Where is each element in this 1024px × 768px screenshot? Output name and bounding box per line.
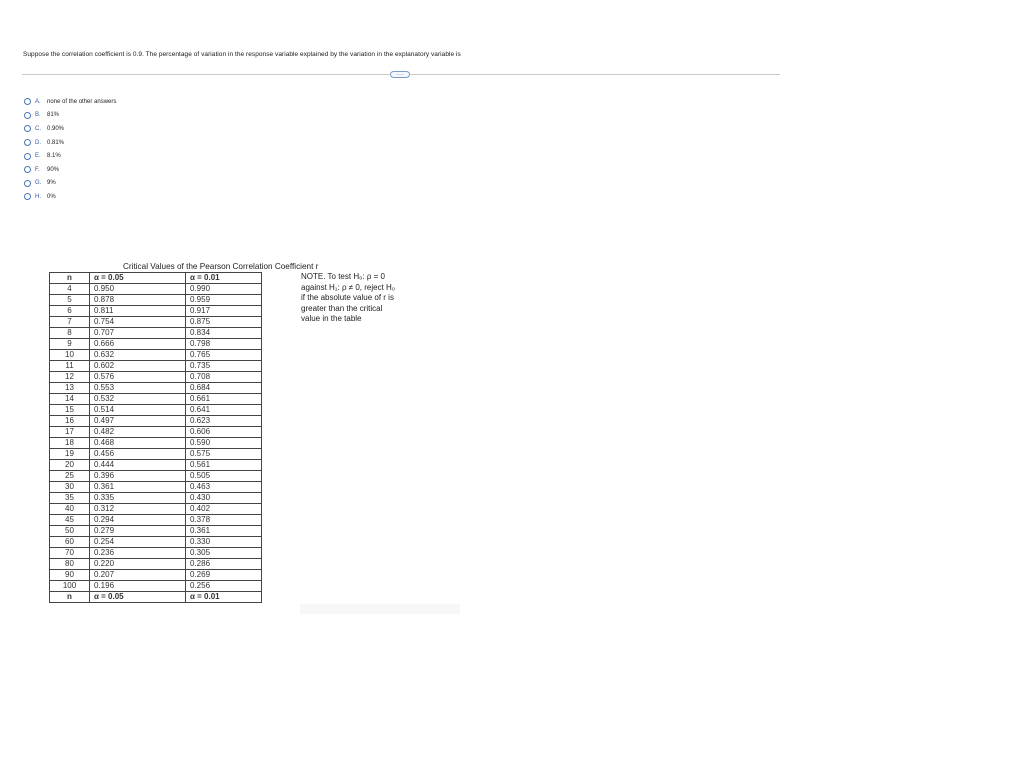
cell-alpha-001: 0.661 xyxy=(186,394,262,405)
cell-alpha-005: 0.335 xyxy=(90,493,186,504)
cell-n: 15 xyxy=(50,405,90,416)
option-letter: E. xyxy=(35,153,41,160)
cell-alpha-005: 0.707 xyxy=(90,328,186,339)
option-letter: F. xyxy=(35,166,40,173)
cell-alpha-005: 0.553 xyxy=(90,383,186,394)
cell-alpha-005: 0.456 xyxy=(90,449,186,460)
critical-values-table xyxy=(49,272,262,603)
cell-alpha-001: 0.641 xyxy=(186,405,262,416)
table-footer-row xyxy=(50,592,262,603)
table-row xyxy=(50,306,262,317)
note-line: against H₁: ρ ≠ 0, reject H₀ xyxy=(301,282,396,292)
cell-alpha-001: 0.798 xyxy=(186,339,262,350)
cell-alpha-005: 0.468 xyxy=(90,438,186,449)
table-row xyxy=(50,515,262,526)
option-label: 0% xyxy=(47,193,56,200)
radio-button[interactable] xyxy=(24,98,31,105)
table-row xyxy=(50,383,262,394)
radio-button[interactable] xyxy=(24,153,31,160)
option-label: none of the other answers xyxy=(47,98,117,105)
header-alpha-001: α = 0.01 xyxy=(186,273,262,284)
table-row xyxy=(50,328,262,339)
cell-n: 10 xyxy=(50,350,90,361)
cell-n: 30 xyxy=(50,482,90,493)
cell-alpha-001: 0.590 xyxy=(186,438,262,449)
cell-n: 9 xyxy=(50,339,90,350)
question-text: Suppose the correlation coefficient is 0.9. The percentage of variation in the response variable explained by the variation in the explanatory variable is xyxy=(23,51,461,58)
table-row xyxy=(50,548,262,559)
cell-alpha-005: 0.950 xyxy=(90,284,186,295)
cell-alpha-005: 0.632 xyxy=(90,350,186,361)
cell-alpha-005: 0.811 xyxy=(90,306,186,317)
cell-n: 5 xyxy=(50,295,90,306)
table-row xyxy=(50,559,262,570)
cell-alpha-005: 0.361 xyxy=(90,482,186,493)
cell-alpha-005: 0.236 xyxy=(90,548,186,559)
table-row xyxy=(50,504,262,515)
table-row xyxy=(50,482,262,493)
cell-alpha-005: 0.666 xyxy=(90,339,186,350)
table-row xyxy=(50,284,262,295)
cell-n: 25 xyxy=(50,471,90,482)
radio-button[interactable] xyxy=(24,139,31,146)
option-a[interactable] xyxy=(24,95,116,109)
table-row xyxy=(50,581,262,592)
cell-alpha-005: 0.207 xyxy=(90,570,186,581)
table-row xyxy=(50,471,262,482)
cell-n: 13 xyxy=(50,383,90,394)
cell-n: 16 xyxy=(50,416,90,427)
table-row xyxy=(50,570,262,581)
option-g[interactable] xyxy=(24,177,116,191)
cell-n: 70 xyxy=(50,548,90,559)
note-line: NOTE. To test H₀: ρ = 0 xyxy=(301,272,385,281)
cell-alpha-001: 0.735 xyxy=(186,361,262,372)
cell-n: 19 xyxy=(50,449,90,460)
cell-alpha-001: 0.330 xyxy=(186,537,262,548)
footer-alpha-001: α = 0.01 xyxy=(186,592,262,603)
table-row xyxy=(50,526,262,537)
note-line: if the absolute value of r is xyxy=(301,293,394,302)
cell-n: 18 xyxy=(50,438,90,449)
cell-alpha-005: 0.220 xyxy=(90,559,186,570)
answer-options xyxy=(24,95,116,204)
cell-n: 100 xyxy=(50,581,90,592)
option-letter: B. xyxy=(35,112,41,119)
radio-button[interactable] xyxy=(24,166,31,173)
table-row xyxy=(50,416,262,427)
cell-alpha-001: 0.256 xyxy=(186,581,262,592)
cell-n: 17 xyxy=(50,427,90,438)
option-b[interactable] xyxy=(24,109,116,123)
cell-alpha-005: 0.196 xyxy=(90,581,186,592)
note-line: greater than the critical xyxy=(301,303,383,313)
cell-n: 90 xyxy=(50,570,90,581)
cell-alpha-005: 0.444 xyxy=(90,460,186,471)
table-row xyxy=(50,317,262,328)
option-letter: A. xyxy=(35,98,41,105)
option-label: 9% xyxy=(47,180,56,187)
cell-alpha-005: 0.497 xyxy=(90,416,186,427)
table-row xyxy=(50,394,262,405)
option-d[interactable] xyxy=(24,136,116,150)
option-letter: H. xyxy=(35,193,41,200)
cell-alpha-001: 0.623 xyxy=(186,416,262,427)
cell-n: 11 xyxy=(50,361,90,372)
radio-button[interactable] xyxy=(24,180,31,187)
table-row xyxy=(50,427,262,438)
cell-n: 4 xyxy=(50,284,90,295)
option-letter: D. xyxy=(35,139,41,146)
header-n: n xyxy=(50,273,90,284)
table-caption: Critical Values of the Pearson Correlation Coefficient r xyxy=(123,262,319,271)
cell-alpha-001: 0.361 xyxy=(186,526,262,537)
cell-n: 80 xyxy=(50,559,90,570)
cell-alpha-001: 0.575 xyxy=(186,449,262,460)
footer-n: n xyxy=(50,592,90,603)
cell-n: 12 xyxy=(50,372,90,383)
cell-n: 7 xyxy=(50,317,90,328)
option-e[interactable] xyxy=(24,149,116,163)
note-text xyxy=(301,272,413,325)
cell-alpha-005: 0.254 xyxy=(90,537,186,548)
cell-alpha-001: 0.959 xyxy=(186,295,262,306)
cell-alpha-005: 0.576 xyxy=(90,372,186,383)
option-f[interactable] xyxy=(24,163,116,177)
note-line: value in the table xyxy=(301,314,362,323)
cell-alpha-005: 0.294 xyxy=(90,515,186,526)
cell-alpha-005: 0.514 xyxy=(90,405,186,416)
cell-alpha-005: 0.312 xyxy=(90,504,186,515)
table-header-row xyxy=(50,273,262,284)
cell-alpha-001: 0.875 xyxy=(186,317,262,328)
cell-n: 6 xyxy=(50,306,90,317)
cell-n: 14 xyxy=(50,394,90,405)
cell-alpha-001: 0.402 xyxy=(186,504,262,515)
cell-alpha-005: 0.878 xyxy=(90,295,186,306)
option-h[interactable] xyxy=(24,190,116,204)
footer-alpha-005: α = 0.05 xyxy=(90,592,186,603)
radio-button[interactable] xyxy=(24,112,31,119)
cell-alpha-001: 0.765 xyxy=(186,350,262,361)
table-shadow xyxy=(300,604,460,614)
radio-button[interactable] xyxy=(24,125,31,132)
cell-n: 60 xyxy=(50,537,90,548)
cell-alpha-001: 0.505 xyxy=(186,471,262,482)
option-letter: G. xyxy=(35,180,42,187)
cell-alpha-001: 0.708 xyxy=(186,372,262,383)
cell-n: 8 xyxy=(50,328,90,339)
table-row xyxy=(50,438,262,449)
table-row xyxy=(50,350,262,361)
option-label: 90% xyxy=(47,166,60,173)
cell-alpha-005: 0.602 xyxy=(90,361,186,372)
cell-alpha-005: 0.532 xyxy=(90,394,186,405)
cell-n: 50 xyxy=(50,526,90,537)
cell-n: 20 xyxy=(50,460,90,471)
cell-alpha-001: 0.990 xyxy=(186,284,262,295)
cell-alpha-005: 0.754 xyxy=(90,317,186,328)
table-row xyxy=(50,339,262,350)
cell-alpha-005: 0.279 xyxy=(90,526,186,537)
cell-alpha-001: 0.561 xyxy=(186,460,262,471)
option-letter: C. xyxy=(35,125,41,132)
cell-alpha-001: 0.305 xyxy=(186,548,262,559)
option-label: 81% xyxy=(47,112,60,119)
cell-alpha-005: 0.482 xyxy=(90,427,186,438)
table-row xyxy=(50,449,262,460)
table-row xyxy=(50,460,262,471)
option-label: 0.81% xyxy=(47,139,65,146)
radio-button[interactable] xyxy=(24,193,31,200)
cell-n: 35 xyxy=(50,493,90,504)
cell-alpha-001: 0.378 xyxy=(186,515,262,526)
option-label: 0.90% xyxy=(47,125,65,132)
table-row xyxy=(50,372,262,383)
cell-n: 40 xyxy=(50,504,90,515)
header-alpha-005: α = 0.05 xyxy=(90,273,186,284)
table-row xyxy=(50,361,262,372)
cell-alpha-001: 0.834 xyxy=(186,328,262,339)
table-row xyxy=(50,537,262,548)
cell-alpha-001: 0.286 xyxy=(186,559,262,570)
cell-alpha-001: 0.606 xyxy=(186,427,262,438)
cell-alpha-001: 0.269 xyxy=(186,570,262,581)
table-row xyxy=(50,295,262,306)
cell-alpha-001: 0.684 xyxy=(186,383,262,394)
cell-alpha-005: 0.396 xyxy=(90,471,186,482)
cell-n: 45 xyxy=(50,515,90,526)
cell-alpha-001: 0.463 xyxy=(186,482,262,493)
table-row xyxy=(50,493,262,504)
option-c[interactable] xyxy=(24,122,116,136)
cell-alpha-001: 0.917 xyxy=(186,306,262,317)
cell-alpha-001: 0.430 xyxy=(186,493,262,504)
more-button[interactable]: ····· xyxy=(390,71,410,78)
table-row xyxy=(50,405,262,416)
option-label: 8.1% xyxy=(47,153,61,160)
